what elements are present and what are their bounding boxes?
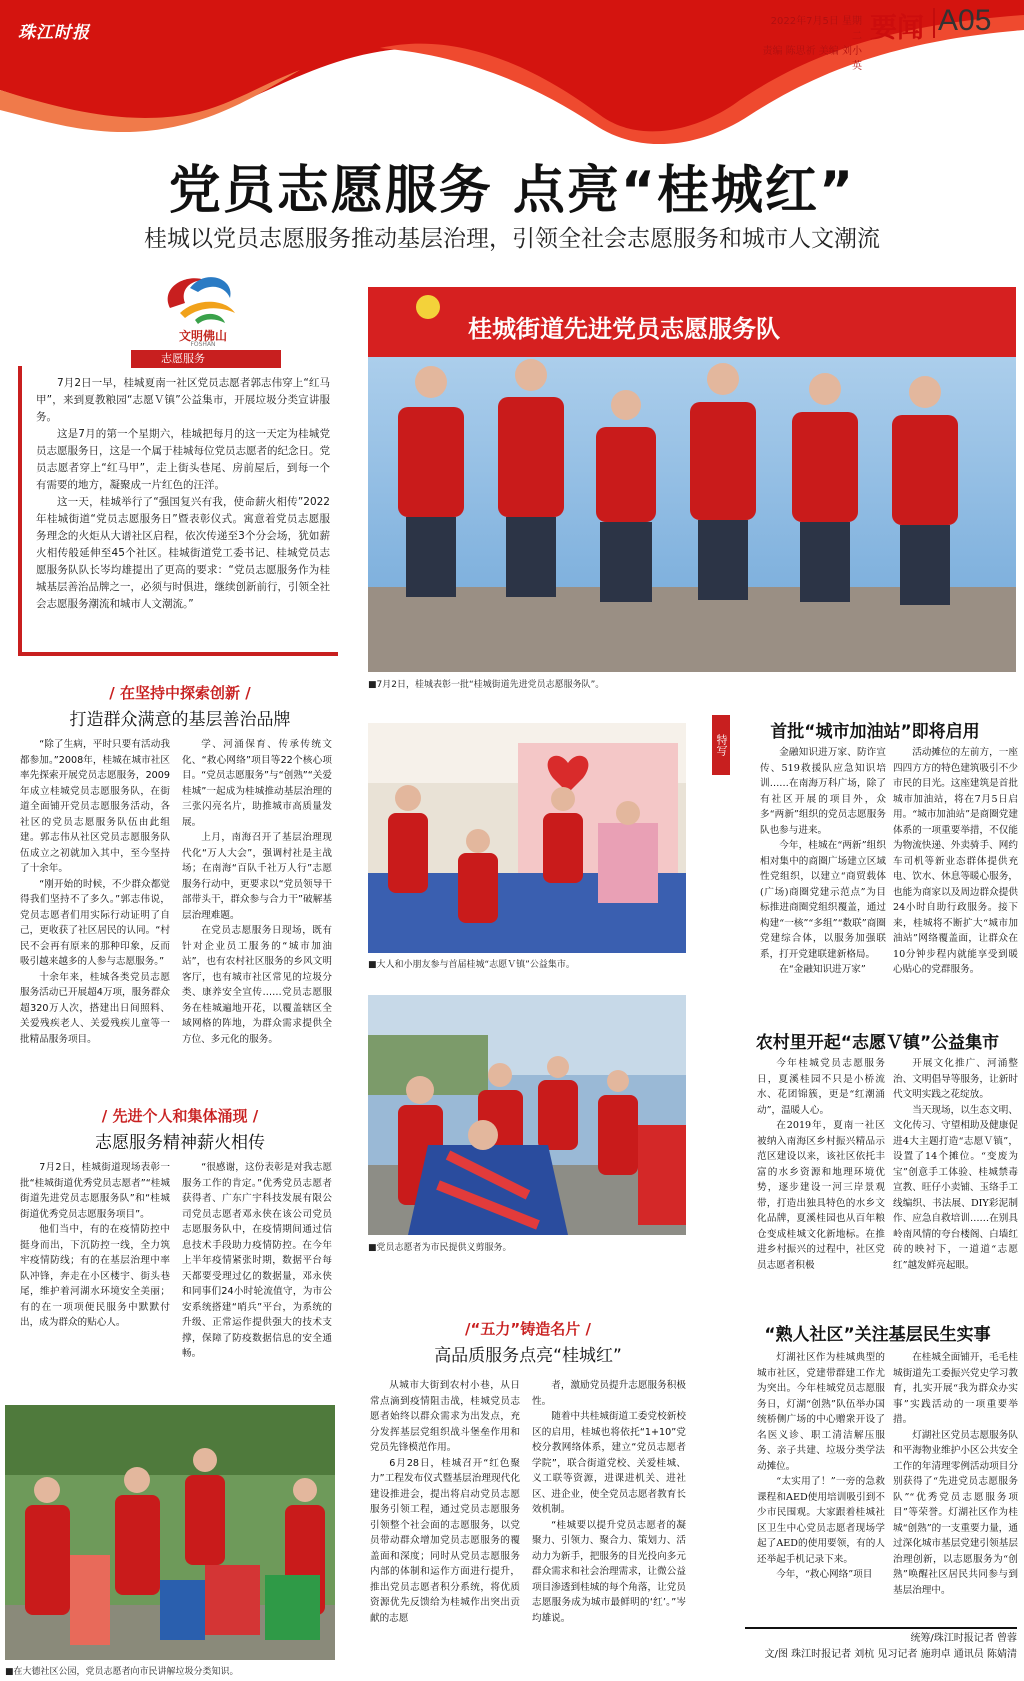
- credits: [745, 1631, 1017, 1663]
- body-paragraph: 他们当中，有的在疫情防控中挺身而出，下沉防控一线，全力筑牢疫情防线；有的在基层治理中率队冲锋，奔走在小区楼宇、街头巷尾，维护着河湖水环境安全美丽；有的在一项项便民服务中默默付出，成为群众的贴心人。: [20, 1224, 170, 1328]
- column-tag: 志愿服务: [131, 350, 281, 368]
- masthead: 珠江时报: [18, 23, 90, 43]
- body-paragraph: “除了生病，平时只要有活动我都参加。”2008年，桂城在城市社区率先探索开展党员志愿服务，2009年成立桂城党员志愿服务队，在街道全面铺开党员志愿服务活动，各社区的党员志愿服务队伍由此组建。郭志伟从社区党员志愿服务队伍成立之初就加入其中，至今坚持了十余年。: [20, 739, 170, 874]
- body-paragraph: 随着中共桂城街道工委党校新校区的启用，桂城也将依托“1+10”党校分教网络体系，建立“党员志愿者学院”，联合街道党校、关爱桂城、义工联等资源，进课进机关、进社区、进企业，使全党员志愿者教育长效机制。: [532, 1411, 686, 1515]
- body-paragraph: “很感谢，这份表彰是对我志愿服务工作的肯定。”优秀党员志愿者获得者、广东广宇科技发展有限公司党员志愿者邓永侠在该公司党员志愿服务队中，在疫情期间通过信息技术手段助力疫情防控。在今年上半年疫情紧张时期，数据平台每天都要受理过亿的数据量，邓永侠和同事们24小时轮流值守，为市公安系统搭建“哨兵”平台，为系统的升级、正常运作提供强大的技术支撑，保障了防疫数据信息的安全通畅。: [182, 1162, 332, 1359]
- issue-editors: 责编 陈思祈 美编 刘小英: [762, 46, 862, 72]
- section-name: 要闻: [870, 13, 924, 44]
- dateline: [762, 14, 862, 74]
- body-paragraph: 上月，南海召开了基层治理现代化“万人大会”，强调村社是主战场；在南海“百队千社万人行”志愿服务行动中，更要求以“党员领导干部带头干，群众参与合力干”破解基层治理难题。: [182, 832, 332, 921]
- section1-column-right: [182, 737, 332, 1067]
- body-paragraph: 6月28日，桂城召开“红色聚力”工程发布仪式暨基层治理现代化建设推进会，提出将启动党员志愿服务引领工程，通过党员志愿服务引领整个社会面的志愿服务，以党员带动群众增加党员志愿服务的覆盖面和深度；同时从党员志愿服务内部的体制和运作方面进行提升，推出党员志愿者积分系统，将优质资源优先反馈给为桂城作出突出贡献的志愿: [370, 1457, 520, 1624]
- subheadline: 桂城以党员志愿服务推动基层治理，引领全社会志愿服务和城市人文潮流: [144, 226, 880, 252]
- feature1-column-right: [893, 745, 1018, 1010]
- body-paragraph: 在桂城全面铺开，毛毛桂城街道先工委振兴党史学习教育，扎实开展“我为群众办实事”实践活动的一项重要举措。: [893, 1352, 1018, 1425]
- section2-title: 志愿服务精神薪火相传: [95, 1133, 265, 1153]
- body-paragraph: 金融知识进万家、防诈宣传、519救援队应急知识培训……在南海万科广场，除了有社区开展的项目外，众多“两新”组织的党员志愿服务队也参与进来。: [760, 747, 886, 836]
- credit-line: 文/图 珠江时报记者 刘杭 见习记者 施玥卓 通讯员 陈婧清: [764, 1649, 1017, 1660]
- feature3-column-right: [893, 1350, 1018, 1622]
- market-photo: [368, 723, 686, 953]
- section1-title: 打造群众满意的基层善治品牌: [69, 710, 291, 730]
- body-paragraph: 开展文化推广、河涌整治、文明倡导等服务，让新时代文明实践之花绽放。: [893, 1058, 1018, 1100]
- body-paragraph: 学、河涌保育、传承传统文化、“救心网络”项目等22个核心项目。“党员志愿服务”与“创熟”“关爱桂城”一起成为桂城推动基层治理的三张闪亮名片，助推城市高质量发展。: [182, 739, 332, 828]
- body-paragraph: 灯湖社区作为桂城典型的城市社区，党建带群建工作尤为突出。今年桂城党员志愿服务日，灯湖“创熟”队伍举办国统桥侧广场的中心赠衆开设了名医义诊、职工清洁解压服务、亲子共建、垃圾分类学法动摊位。: [757, 1352, 885, 1472]
- section3-title: 高品质服务点亮“桂城红”: [434, 1346, 622, 1366]
- body-paragraph: “刚开始的时候，不少群众都觉得我们坚持不了多久。”郭志伟说，党员志愿者们用实际行动证明了自己，更收获了社区居民的认同。“村民不会再有原来的那种印象，反而吸引越来越多的人参与志愿服务。”: [20, 878, 170, 967]
- market-photo-caption: ■大人和小朋友参与首届桂城“志愿Ｖ镇”公益集市。: [368, 960, 575, 970]
- barber-photo-caption: ■党员志愿者为市民提供义剪服务。: [368, 1243, 512, 1253]
- section2-kicker: / 先进个人和集体涌现 /: [101, 1107, 259, 1125]
- page-number-divider: [933, 8, 935, 38]
- body-paragraph: 十余年来，桂城各类党员志愿服务活动已开展超4万项，服务群众超320万人次，搭建出日间照料、关爱残疾老人、关爱残疾儿童等一批精品服务项目。: [20, 971, 170, 1045]
- body-paragraph: 者，激励党员提升志愿服务积极性。: [532, 1380, 686, 1407]
- feature3-column-left: [757, 1350, 885, 1622]
- body-paragraph: “太实用了！”一旁的急救课程和AED使用培训吸引到不少市民围观。大家跟着桂城社区卫生中心党员志愿者现场学起了AED的使用要领，有的人还举起手机记录下来。: [757, 1476, 885, 1565]
- main-photo-caption: ■7月2日，桂城表彰一批“桂城街道先进党员志愿服务队”。: [368, 680, 605, 690]
- logo-name: 文明佛山: [178, 329, 227, 343]
- credits-rule: [745, 1627, 1017, 1629]
- headline: 党员志愿服务 点亮“桂城红”: [168, 161, 856, 221]
- body-paragraph: 活动摊位的左前方，一座四四方方的特色建筑吸引不少市民的目光。这座建筑是首批城市加油站，将在7月5日启用。“城市加油站”是商圈党建体系的一项重要举措，不仅能为物流快递、外卖骑手、网约车司机等新业态群体提供充电、饮水、休息等暖心服务，也能为商家以及周边群众提供24小时自助行政服务。接下来，桂城将不断扩大“城市加油站”网络覆盖面，让群众在10分钟步程内就能享受到暖心贴心的党群服务。: [893, 747, 1018, 975]
- intro-paragraph: 7月2日一早，桂城夏南一社区党员志愿者郭志伟穿上“红马甲”，来到夏教粮园“志愿Ｖ镇”公益集市，开展垃圾分类宣讲服务。: [36, 377, 330, 423]
- credit-line: 统筹/珠江时报记者 曾蓉: [910, 1633, 1017, 1644]
- body-paragraph: 今年桂城党员志愿服务日，夏溪桂园不只是小桥流水、花团锦簇，更是“红潮涌动”，温暖人心。: [757, 1058, 885, 1116]
- feature1-column-left: [760, 745, 886, 1010]
- body-paragraph: 从城市大街到农村小巷，从日常点滴到疫情阻击战，桂城党员志愿者始终以群众需求为出发点，充分发挥基层党组织战斗堡垒作用和党员先锋模范作用。: [370, 1380, 520, 1453]
- body-paragraph: 在2019年，夏南一社区被纳入南海区乡村振兴精品示范区建设以来，该社区依托丰富的水乡资源和地理环境优势，逐步建设一河三岸景观带，打造出独具特色的水乡文化品牌，夏溪桂园也从百年粮仓变成桂城文化新地标。在推进乡村振兴的过程中，社区党员志愿者积极: [757, 1120, 885, 1271]
- bins-photo-caption: ■在大德社区公园，党员志愿者向市民讲解垃圾分类知识。: [5, 1667, 239, 1677]
- body-paragraph: 灯湖社区党员志愿服务队和平海物业维护小区公共安全工作的年清理零例活动项目分别获得了“先进党员志愿服务队”“优秀党员志愿服务项目”等荣誉。灯湖社区作为桂城“创熟”的一支重要力量，通过深化城市基层党建引领基层治理创新，以志愿服务为“创熟”唤醒社区居民共同参与到基层治理中。: [893, 1429, 1018, 1596]
- barber-photo: [368, 995, 686, 1235]
- section3-kicker: /“五力”铸造名片 /: [465, 1320, 591, 1338]
- body-paragraph: 当天现场，以生态文明、文化传习、守望相助及健康促进4大主题打造“志愿Ｖ镇”，设置了14个摊位。“变废为宝”创意手工体验、桂城禁毒宣教、旺仔小卖铺、玉络手工线编织、书法展、DIY彩泥制作、应急自救培训……在别具岭南风情的夸台楼阁、白墙红砖的映衬下，一道道“志愿红”越发鲜亮起眼。: [893, 1104, 1018, 1271]
- section2-column-left: [20, 1160, 170, 1388]
- feature1-title: 首批“城市加油站”即将启用: [770, 722, 980, 742]
- logo-sub: FOSHAN: [190, 341, 216, 348]
- body-paragraph: 今年，桂城在“两新”组织相对集中的商圈广场建立区域性党组织，以建立“商贸载体(广场)商圈党建示范点”为目标推进商圈党组织覆盖，通过构建“一核”“多组”“数联”商圈党建综合体，以服务加强联系，打开党建联建新格局。: [760, 840, 886, 960]
- intro-text: [36, 375, 330, 613]
- body-paragraph: 在“金融知识进万家”: [779, 964, 866, 975]
- page-number: A05: [938, 4, 992, 37]
- bins-photo: [5, 1405, 335, 1660]
- section1-kicker: / 在坚持中探索创新 /: [109, 684, 251, 702]
- feature3-title: “熟人社区”关注基层民生实事: [764, 1325, 991, 1345]
- body-paragraph: 在党员志愿服务日现场，既有针对企业员工服务的“城市加油站”，也有农村社区服务的乡风文明客厅，也有城市社区常见的垃圾分类、康养安全宣传……党员志愿服务在桂城遍地开花，以覆盖辖区全域网格的阵地，为群众需求提供全方位、多元化的服务。: [182, 925, 332, 1045]
- section3-column-right: [532, 1378, 686, 1674]
- feature2-column-right: [893, 1056, 1018, 1291]
- body-paragraph: 7月2日，桂城街道现场表彰一批“桂城街道优秀党员志愿者”“桂城街道先进党员志愿服务队”和“桂城街道优秀党员志愿服务项目”。: [20, 1162, 170, 1220]
- main-photo-banner: 桂城街道先进党员志愿服务队: [468, 315, 780, 343]
- feature-tag: 特写: [712, 715, 730, 775]
- body-paragraph: 今年，“救心网络”项目: [776, 1569, 873, 1580]
- intro-paragraph: 这一天，桂城举行了“强国复兴有我，使命薪火相传”2022年桂城街道“党员志愿服务日”暨表彰仪式。寓意着党员志愿服务理念的火炬从大谱社区启程，依次传递至3个分会场，犹如薪火相传般延伸至45个社区。桂城街道党工委书记、桂城党员志愿服务队队长岑均雄提出了更高的要求：“党员志愿服务作为桂城基层善治品牌之一，必须与时俱进，继续创新前行，引领全社会志愿服务潮流和城市人文潮流。”: [36, 496, 330, 610]
- intro-paragraph: 这是7月的第一个星期六，桂城把每月的这一天定为桂城党员志愿服务日，这是一个属于桂城每位党员志愿者的纪念日。党员志愿者穿上“红马甲”，走上街头巷尾、房前屋后，到每一个有需要的地方，凝聚成一片红色的汪洋。: [36, 428, 330, 491]
- feature2-title: 农村里开起“志愿Ｖ镇”公益集市: [755, 1033, 1000, 1053]
- body-paragraph: “桂城要以提升党员志愿者的凝聚力、引领力、聚合力、策划力、活动力为新手，把服务的目光投向多元群众需求和社会治理需求，让微公益项目渗透到桂城的每个角落，让党员志愿服务成为城市最鲜明的‘红’。”岑均雄说。: [532, 1519, 686, 1624]
- main-photo: [368, 287, 1016, 672]
- issue-date: 2022年7月5日 星期二: [770, 16, 862, 42]
- section3-column-left: [370, 1378, 520, 1674]
- section2-column-right: [182, 1160, 332, 1388]
- feature2-column-left: [757, 1056, 885, 1291]
- section1-column-left: [20, 737, 170, 1067]
